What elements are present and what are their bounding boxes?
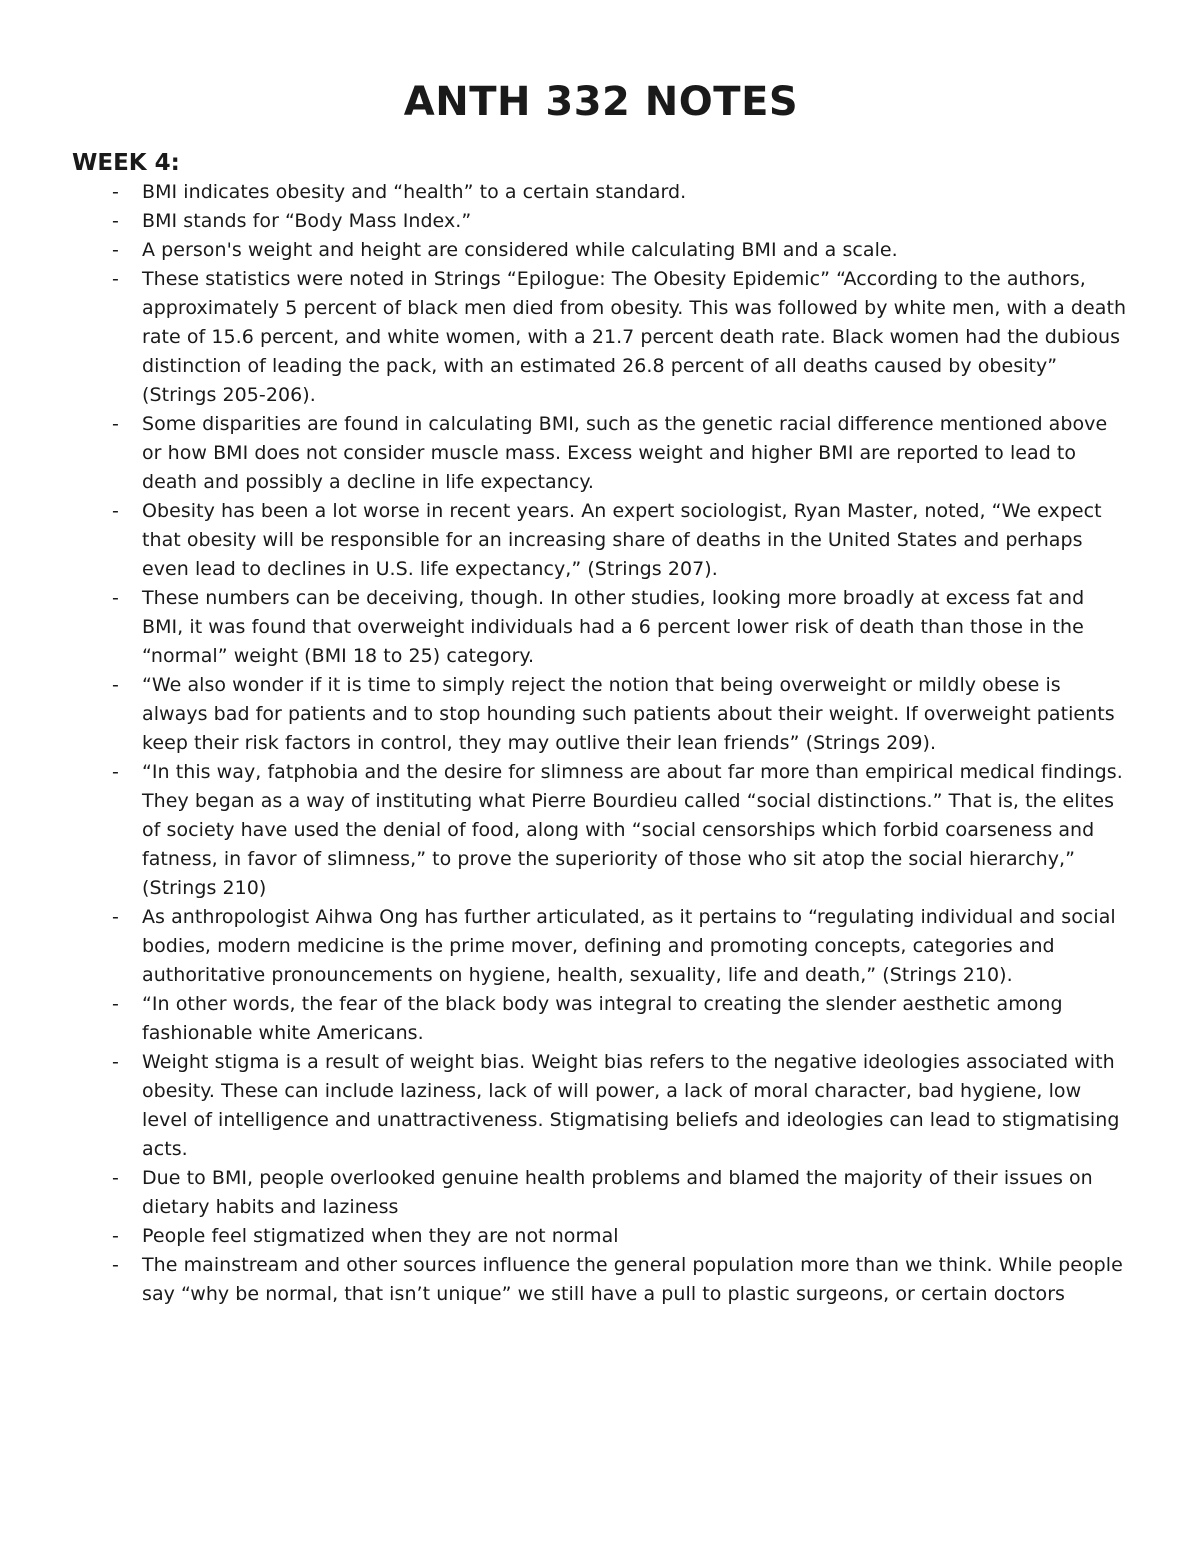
note-text: Due to BMI, people overlooked genuine health problems and blamed the majority of their issues on dietary habits and laziness (142, 1167, 1093, 1218)
note-text: Weight stigma is a result of weight bias. Weight bias refers to the negative ideologies associated with obesity. These can include laziness, lack of will power, a lack of moral character, bad hygiene, low level of intelligence and unattractiveness. Stigmatising beliefs and ideologies can lead to stigmatising acts. (142, 1051, 1120, 1160)
bullet-dash: - (112, 906, 119, 928)
section-heading-week-4: WEEK 4: (72, 150, 180, 176)
note-item (72, 207, 1130, 236)
note-item (72, 990, 1130, 1048)
note-text: “In other words, the fear of the black body was integral to creating the slender aesthetic among fashionable white Americans. (142, 993, 1063, 1044)
note-item (72, 410, 1130, 497)
bullet-dash: - (112, 1167, 119, 1189)
note-text: Obesity has been a lot worse in recent years. An expert sociologist, Ryan Master, noted, “We expect that obesity will be responsible for an increasing share of deaths in the United States and perhaps even lead to declines in U.S. life expectancy,” (Strings 207). (142, 500, 1102, 580)
note-text: “We also wonder if it is time to simply reject the notion that being overweight or mildly obese is always bad for patients and to stop hounding such patients about their weight. If overweight patients keep their risk factors in control, they may outlive their lean friends” (Strings 209). (142, 674, 1115, 754)
note-item (72, 497, 1130, 584)
document-title: ANTH 332 NOTES (403, 79, 799, 125)
bullet-dash: - (112, 210, 119, 232)
note-item (72, 1222, 1130, 1251)
bullet-dash: - (112, 587, 119, 609)
note-item (72, 265, 1130, 410)
note-text: A person's weight and height are considered while calculating BMI and a scale. (142, 239, 898, 261)
note-item (72, 1251, 1130, 1309)
bullet-dash: - (112, 1254, 119, 1276)
bullet-dash: - (112, 674, 119, 696)
bullet-dash: - (112, 1051, 119, 1073)
note-text: BMI indicates obesity and “health” to a certain standard. (142, 181, 687, 203)
note-text: As anthropologist Aihwa Ong has further articulated, as it pertains to “regulating individual and social bodies, modern medicine is the prime mover, defining and promoting concepts, categories and authoritative pronouncements on hygiene, health, sexuality, life and death,” (Strings 210). (142, 906, 1116, 986)
bullet-dash: - (112, 239, 119, 261)
bullet-dash: - (112, 761, 119, 783)
note-text: BMI stands for “Body Mass Index.” (142, 210, 472, 232)
bullet-dash: - (112, 413, 119, 435)
note-item (72, 1164, 1130, 1222)
note-text: The mainstream and other sources influence the general population more than we think. While people say “why be normal, that isn’t unique” we still have a pull to plastic surgeons, or certain doctors (142, 1254, 1123, 1305)
notes-list (72, 178, 1130, 1309)
note-text: Some disparities are found in calculating BMI, such as the genetic racial difference mentioned above or how BMI does not consider muscle mass. Excess weight and higher BMI are reported to lead to death and possibly a decline in life expectancy. (142, 413, 1108, 493)
note-item (72, 671, 1130, 758)
note-item (72, 584, 1130, 671)
note-item (72, 1048, 1130, 1164)
note-text: These numbers can be deceiving, though. In other studies, looking more broadly at excess fat and BMI, it was found that overweight individuals had a 6 percent lower risk of death than those in the “normal” weight (BMI 18 to 25) category. (142, 587, 1085, 667)
note-text: People feel stigmatized when they are not normal (142, 1225, 619, 1247)
note-item (72, 903, 1130, 990)
note-item (72, 758, 1130, 903)
note-text: These statistics were noted in Strings “Epilogue: The Obesity Epidemic” “According to the authors, approximately 5 percent of black men died from obesity. This was followed by white men, with a death rate of 15.6 percent, and white women, with a 21.7 percent death rate. Black women had the dubious distinction of leading the pack, with an estimated 26.8 percent of all deaths caused by obesity” (Strings 205-206). (142, 268, 1127, 406)
note-item (72, 178, 1130, 207)
bullet-dash: - (112, 1225, 119, 1247)
bullet-dash: - (112, 268, 119, 290)
bullet-dash: - (112, 993, 119, 1015)
bullet-dash: - (112, 500, 119, 522)
note-text: “In this way, fatphobia and the desire for slimness are about far more than empirical medical findings. They began as a way of instituting what Pierre Bourdieu called “social distinctions.” That is, the elites of society have used the denial of food, along with “social censorships which forbid coarseness and fatness, in favor of slimness,” to prove the superiority of those who sit atop the social hierarchy,” (Strings 210) (142, 761, 1123, 899)
note-item (72, 236, 1130, 265)
bullet-dash: - (112, 181, 119, 203)
